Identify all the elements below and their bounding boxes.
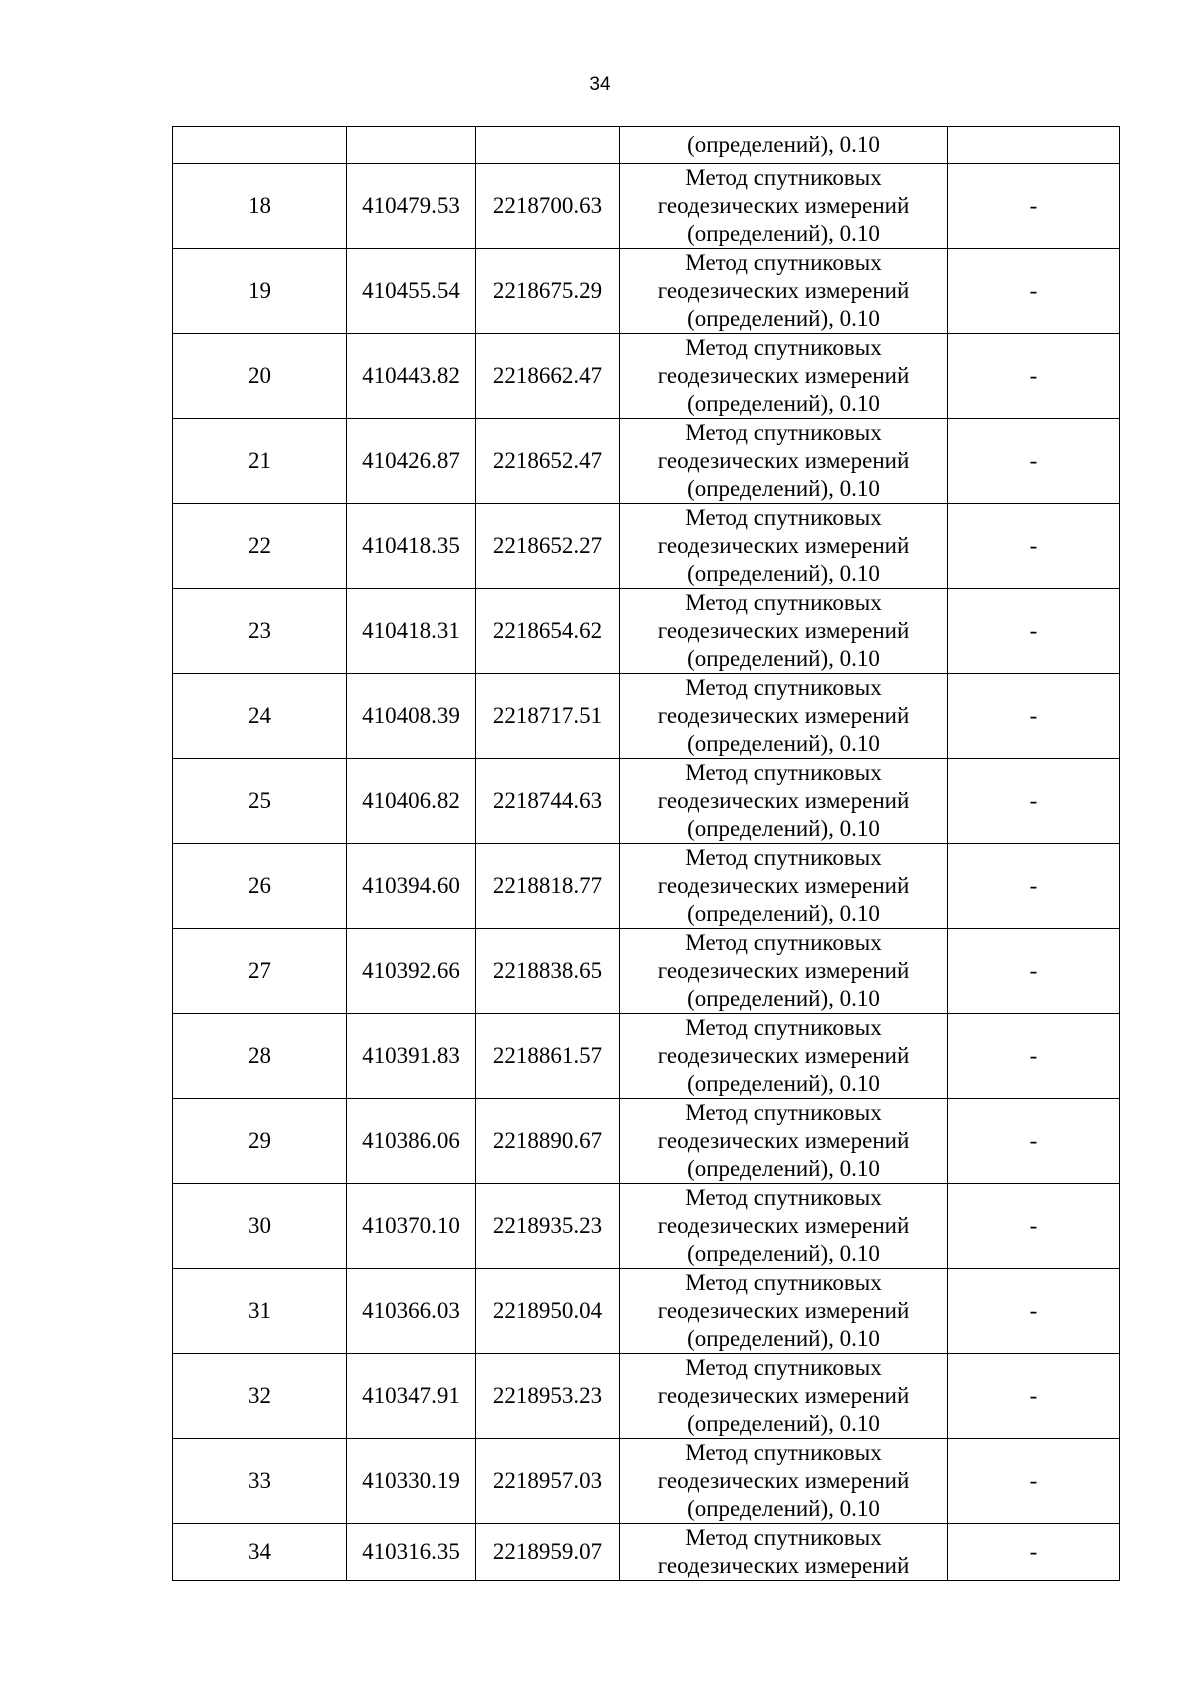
method-line: геодезических измерений [657, 1213, 910, 1238]
cell-x: 410391.83 [347, 1014, 476, 1099]
cell-number [173, 127, 347, 164]
cell-description: - [948, 589, 1120, 674]
cell-number: 18 [173, 164, 347, 249]
cell-y: 2218700.63 [476, 164, 620, 249]
method-line: геодезических измерений [657, 1553, 910, 1578]
cell-description: - [948, 1184, 1120, 1269]
table-row [173, 1184, 1120, 1269]
cell-method [620, 334, 948, 419]
cell-x: 410394.60 [347, 844, 476, 929]
cell-description: - [948, 1354, 1120, 1439]
cell-y: 2218953.23 [476, 1354, 620, 1439]
cell-y: 2218935.23 [476, 1184, 620, 1269]
cell-method [620, 929, 948, 1014]
cell-number: 21 [173, 419, 347, 504]
cell-description: - [948, 249, 1120, 334]
cell-y [476, 127, 620, 164]
cell-method [620, 1184, 948, 1269]
cell-method [620, 759, 948, 844]
cell-number: 24 [173, 674, 347, 759]
method-line: (определений), 0.10 [687, 901, 880, 926]
method-line: (определений), 0.10 [687, 986, 880, 1011]
table-row [173, 504, 1120, 589]
cell-x: 410370.10 [347, 1184, 476, 1269]
method-line: геодезических измерений [657, 788, 910, 813]
table-row [173, 249, 1120, 334]
cell-method [620, 164, 948, 249]
coordinates-table [172, 126, 1120, 1581]
cell-x: 410366.03 [347, 1269, 476, 1354]
table-row [173, 164, 1120, 249]
cell-y: 2218838.65 [476, 929, 620, 1014]
cell-x: 410443.82 [347, 334, 476, 419]
cell-method [620, 1354, 948, 1439]
cell-y: 2218662.47 [476, 334, 620, 419]
cell-number: 31 [173, 1269, 347, 1354]
cell-method: (определений), 0.10 [620, 127, 948, 164]
method-line: геодезических измерений [657, 1383, 910, 1408]
method-line: Метод спутниковых [685, 590, 882, 615]
cell-method [620, 589, 948, 674]
method-line: (определений), 0.10 [687, 476, 880, 501]
cell-number: 25 [173, 759, 347, 844]
method-line: (определений), 0.10 [687, 306, 880, 331]
cell-description [948, 127, 1120, 164]
method-line: (определений), 0.10 [687, 1156, 880, 1181]
method-line: Метод спутниковых [685, 760, 882, 785]
method-line: Метод спутниковых [685, 1525, 882, 1550]
cell-number: 29 [173, 1099, 347, 1184]
table-row [173, 1354, 1120, 1439]
table-row [173, 759, 1120, 844]
method-line: геодезических измерений [657, 1468, 910, 1493]
cell-description: - [948, 419, 1120, 504]
cell-y: 2218818.77 [476, 844, 620, 929]
method-line: Метод спутниковых [685, 1270, 882, 1295]
cell-number: 30 [173, 1184, 347, 1269]
method-line: геодезических измерений [657, 618, 910, 643]
method-line: (определений), 0.10 [687, 731, 880, 756]
method-line: Метод спутниковых [685, 1100, 882, 1125]
cell-x: 410418.31 [347, 589, 476, 674]
cell-description: - [948, 1439, 1120, 1524]
table-body [173, 127, 1120, 1581]
method-line: (определений), 0.10 [687, 1411, 880, 1436]
table-row [173, 844, 1120, 929]
cell-description: - [948, 1099, 1120, 1184]
method-line: геодезических измерений [657, 1298, 910, 1323]
cell-x: 410330.19 [347, 1439, 476, 1524]
cell-method [620, 674, 948, 759]
cell-number: 28 [173, 1014, 347, 1099]
cell-description: - [948, 929, 1120, 1014]
cell-x: 410392.66 [347, 929, 476, 1014]
table-row [173, 1099, 1120, 1184]
table-row [173, 1014, 1120, 1099]
cell-y: 2218675.29 [476, 249, 620, 334]
method-line: геодезических измерений [657, 193, 910, 218]
cell-description: - [948, 759, 1120, 844]
cell-number: 32 [173, 1354, 347, 1439]
cell-description: - [948, 164, 1120, 249]
method-line: (определений), 0.10 [687, 816, 880, 841]
method-line: Метод спутниковых [685, 420, 882, 445]
cell-y: 2218717.51 [476, 674, 620, 759]
cell-x: 410386.06 [347, 1099, 476, 1184]
cell-description: - [948, 1524, 1120, 1581]
method-line: Метод спутниковых [685, 845, 882, 870]
cell-number: 20 [173, 334, 347, 419]
cell-description: - [948, 504, 1120, 589]
method-line: геодезических измерений [657, 448, 910, 473]
method-line: Метод спутниковых [685, 250, 882, 275]
cell-y: 2218654.62 [476, 589, 620, 674]
method-line: Метод спутниковых [685, 335, 882, 360]
cell-method [620, 1269, 948, 1354]
cell-x: 410418.35 [347, 504, 476, 589]
cell-description: - [948, 334, 1120, 419]
method-line: геодезических измерений [657, 1128, 910, 1153]
cell-y: 2218652.27 [476, 504, 620, 589]
cell-method [620, 1439, 948, 1524]
cell-y: 2218950.04 [476, 1269, 620, 1354]
cell-description: - [948, 844, 1120, 929]
cell-description: - [948, 1014, 1120, 1099]
table-row [173, 674, 1120, 759]
table-row [173, 419, 1120, 504]
method-line: (определений), 0.10 [687, 391, 880, 416]
method-line: (определений), 0.10 [687, 561, 880, 586]
cell-x: 410455.54 [347, 249, 476, 334]
cell-x: 410408.39 [347, 674, 476, 759]
cell-method [620, 844, 948, 929]
method-line: геодезических измерений [657, 533, 910, 558]
method-line: Метод спутниковых [685, 675, 882, 700]
table-row [173, 589, 1120, 674]
cell-x [347, 127, 476, 164]
cell-method [620, 1099, 948, 1184]
method-line: Метод спутниковых [685, 165, 882, 190]
table-row [173, 1524, 1120, 1581]
method-line: геодезических измерений [657, 363, 910, 388]
table-row [173, 1439, 1120, 1524]
cell-x: 410406.82 [347, 759, 476, 844]
cell-y: 2218890.67 [476, 1099, 620, 1184]
cell-x: 410426.87 [347, 419, 476, 504]
cell-number: 19 [173, 249, 347, 334]
method-line: (определений), 0.10 [687, 1326, 880, 1351]
method-line: (определений), 0.10 [687, 1071, 880, 1096]
method-line: Метод спутниковых [685, 1015, 882, 1040]
cell-description: - [948, 1269, 1120, 1354]
cell-x: 410347.91 [347, 1354, 476, 1439]
method-line: (определений), 0.10 [687, 1241, 880, 1266]
table-row-continued [173, 127, 1120, 164]
method-line: геодезических измерений [657, 278, 910, 303]
cell-number: 34 [173, 1524, 347, 1581]
method-line: (определений), 0.10 [687, 646, 880, 671]
cell-method [620, 419, 948, 504]
cell-number: 23 [173, 589, 347, 674]
cell-y: 2218959.07 [476, 1524, 620, 1581]
cell-y: 2218861.57 [476, 1014, 620, 1099]
cell-description: - [948, 674, 1120, 759]
cell-method [620, 249, 948, 334]
cell-method [620, 1524, 948, 1581]
method-line: геодезических измерений [657, 873, 910, 898]
method-line: Метод спутниковых [685, 505, 882, 530]
cell-y: 2218652.47 [476, 419, 620, 504]
method-line: Метод спутниковых [685, 930, 882, 955]
method-line: (определений), 0.10 [687, 1496, 880, 1521]
cell-x: 410316.35 [347, 1524, 476, 1581]
cell-x: 410479.53 [347, 164, 476, 249]
method-line: (определений), 0.10 [687, 221, 880, 246]
cell-y: 2218744.63 [476, 759, 620, 844]
cell-number: 22 [173, 504, 347, 589]
method-line: Метод спутниковых [685, 1185, 882, 1210]
table-row [173, 1269, 1120, 1354]
method-line: Метод спутниковых [685, 1440, 882, 1465]
method-line: Метод спутниковых [685, 1355, 882, 1380]
method-line: геодезических измерений [657, 1043, 910, 1068]
cell-number: 33 [173, 1439, 347, 1524]
cell-method [620, 504, 948, 589]
table-row [173, 334, 1120, 419]
method-line: геодезических измерений [657, 703, 910, 728]
cell-y: 2218957.03 [476, 1439, 620, 1524]
table-row [173, 929, 1120, 1014]
method-line: геодезических измерений [657, 958, 910, 983]
cell-number: 26 [173, 844, 347, 929]
page-number: 34 [589, 74, 611, 95]
cell-method [620, 1014, 948, 1099]
cell-number: 27 [173, 929, 347, 1014]
